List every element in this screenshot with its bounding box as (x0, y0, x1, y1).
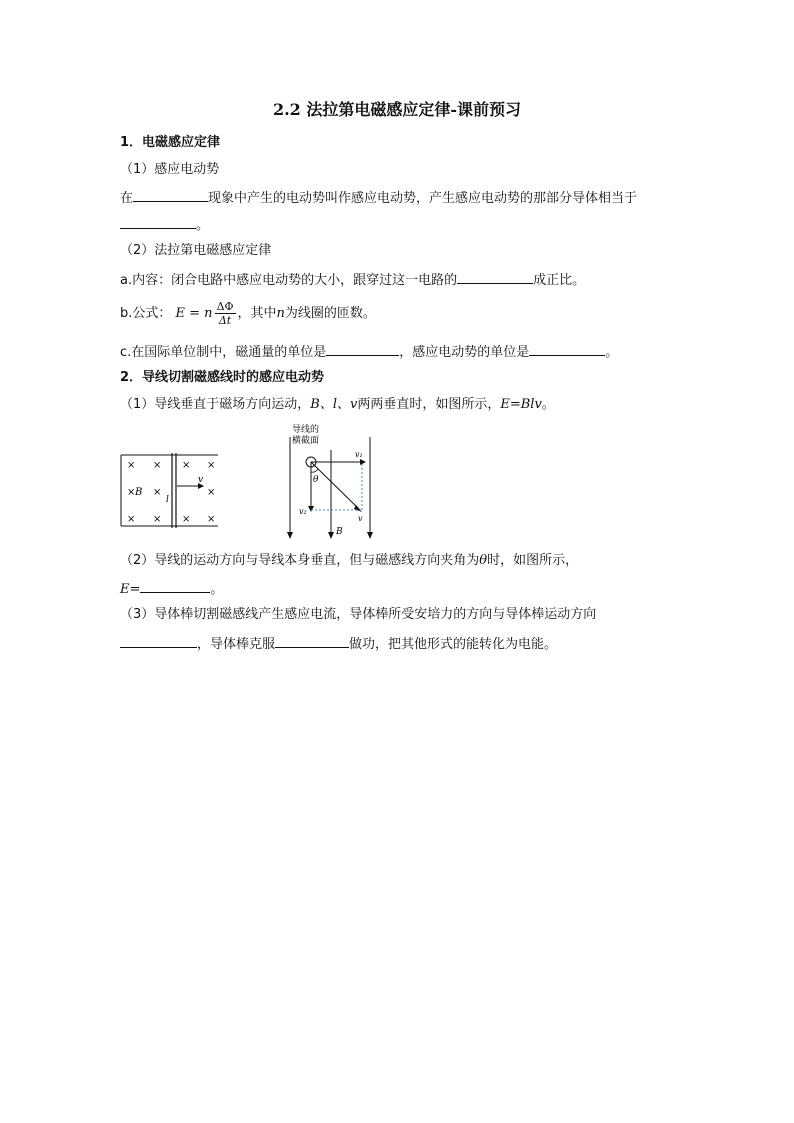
section-1-heading: 1．电磁感应定律 (120, 135, 221, 150)
answer-blank (275, 634, 349, 648)
label-B: B (135, 487, 143, 498)
text: 。 (196, 218, 210, 233)
var-n: n (276, 306, 285, 321)
section-2-heading: 2．导线切割磁感线时的感应电动势 (120, 370, 325, 385)
text: ，感应电动势的单位是 (399, 345, 530, 360)
subsection-2-3-line1: （3）导体棒切割磁感线产生感应电流，导体棒所受安培力的方向与导体棒运动方向 (120, 607, 597, 622)
subsection-1-1: （1）感应电动势 (120, 162, 220, 177)
text: ，导体棒克服 (197, 637, 276, 652)
field-x: × (207, 514, 216, 525)
field-x: × (127, 487, 136, 498)
text: （1）导线垂直于磁场方向运动， (120, 397, 311, 412)
answer-blank (140, 579, 210, 593)
text: 。 (541, 397, 555, 412)
field-x: × (207, 460, 216, 471)
label-v: v (198, 475, 204, 485)
text: 。 (210, 582, 224, 597)
label-v2: v₂ (299, 507, 307, 516)
text: 成正比。 (533, 273, 586, 288)
field-arrowhead (328, 532, 334, 539)
formula-fraction (215, 300, 236, 327)
text: b.公式： (120, 306, 172, 321)
figure-velocity-decomposition (280, 422, 380, 542)
answer-blank (120, 634, 197, 648)
answer-blank (133, 188, 208, 202)
text: a.内容：闭合电路中感应电动势的大小，跟穿过这一电路的 (120, 273, 458, 288)
paragraph-1-line1 (120, 188, 637, 208)
field-x: × (127, 514, 136, 525)
label-B: B (336, 527, 343, 537)
text: 两两垂直时，如图所示， (357, 397, 501, 412)
formula: E=Blv (500, 397, 542, 412)
item-b (120, 297, 376, 331)
v2-arrowhead (308, 506, 314, 512)
text: c.在国际单位制中，磁通量的单位是 (120, 345, 327, 360)
field-x: × (207, 487, 216, 498)
field-arrowhead (367, 532, 373, 539)
field-x: × (182, 514, 191, 525)
angle-arc (311, 469, 318, 472)
vars: B、l、v (310, 397, 358, 412)
text: 做功，把其他形式的能转化为电能。 (349, 637, 558, 652)
text: ，其中 (237, 306, 277, 321)
subsection-2-2-line2 (120, 579, 223, 599)
field-x: × (127, 460, 136, 471)
v-arrow (311, 462, 360, 510)
answer-blank (529, 342, 605, 356)
label-v: v (358, 514, 363, 523)
text: 时，如图所示， (487, 553, 579, 568)
label-theta: θ (313, 475, 319, 485)
numerator: ΔΦ (216, 300, 234, 313)
label-line2: 横截面 (292, 436, 320, 446)
v-arrowhead (354, 505, 362, 512)
label-v1: v₁ (355, 450, 363, 459)
subsection-2-2-line1 (120, 552, 578, 570)
field-arrowhead (287, 532, 293, 539)
page-title: 2.2 法拉第电磁感应定律-课前预习 (272, 100, 522, 119)
label-line1: 导线的 (292, 425, 320, 435)
item-a (120, 270, 585, 290)
field-x: × (153, 514, 162, 525)
paragraph-1-line2 (120, 215, 209, 235)
answer-blank (457, 270, 533, 284)
answer-blank (120, 215, 196, 229)
subsection-1-2: （2）法拉第电磁感应定律 (120, 243, 272, 258)
label-l: l (166, 495, 169, 505)
var-theta: θ (479, 553, 488, 568)
text: 在 (120, 191, 134, 206)
text: 为线圈的匝数。 (284, 306, 376, 321)
item-c (120, 342, 618, 362)
formula-lhs: E = n (175, 306, 213, 321)
denominator: Δt (218, 314, 232, 327)
field-x: × (182, 460, 191, 471)
text: 现象中产生的电动势叫作感应电动势，产生感应电动势的那部分导体相当于 (208, 191, 638, 206)
text: （2）导线的运动方向与导线本身垂直，但与磁感线方向夹角为 (120, 553, 480, 568)
subsection-2-1 (120, 396, 555, 414)
text: 。 (605, 345, 619, 360)
subsection-2-3-line2 (120, 634, 557, 654)
figure-rod-in-field (118, 450, 228, 530)
answer-blank (326, 342, 399, 356)
field-x: × (153, 460, 162, 471)
var-E: E= (120, 582, 141, 597)
field-x: × (153, 487, 162, 498)
v1-arrowhead (360, 459, 366, 465)
